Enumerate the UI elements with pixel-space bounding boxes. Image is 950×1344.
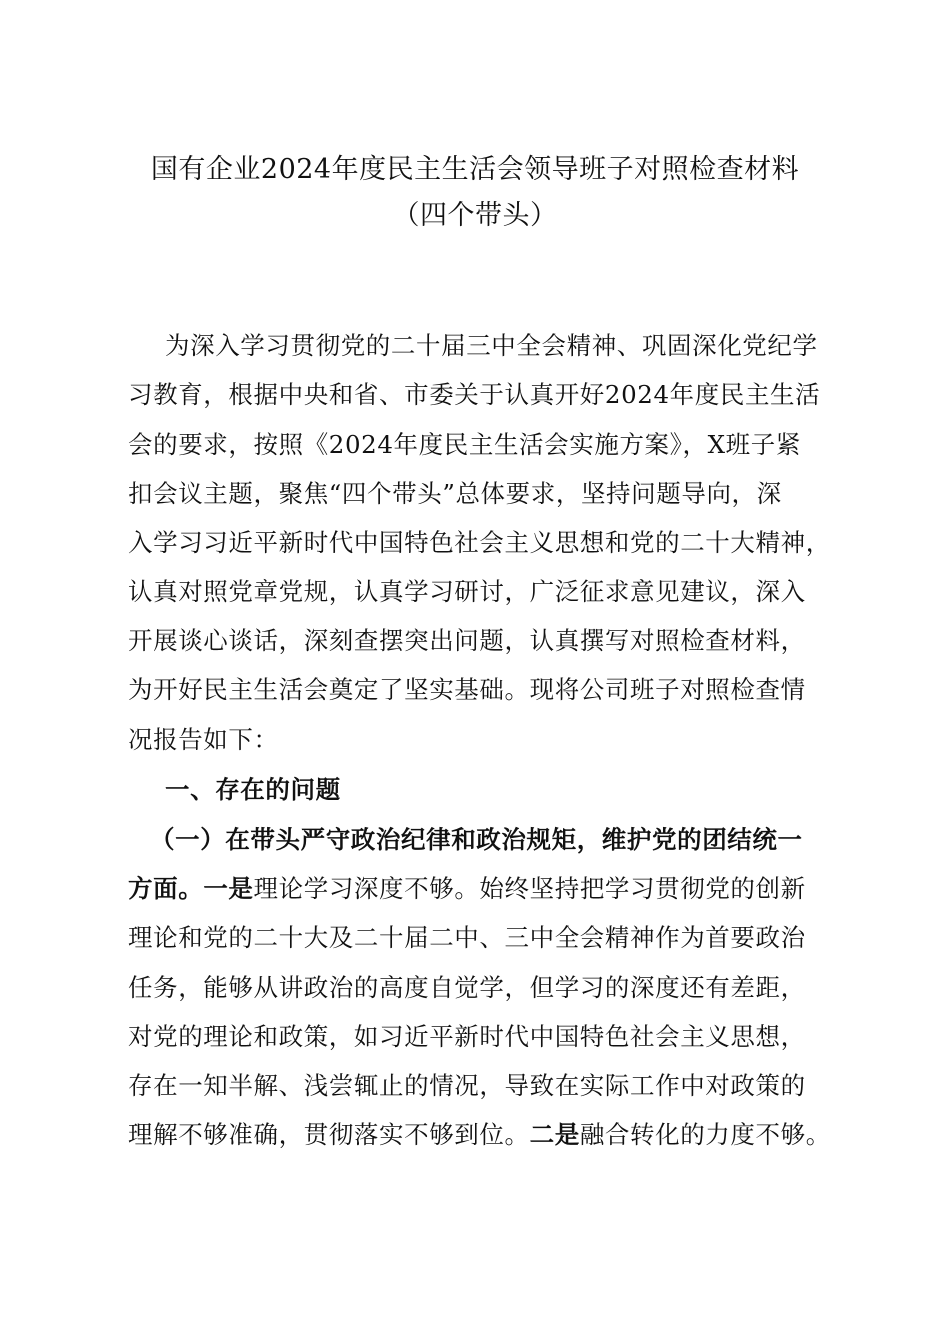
intro-line-9: 况报告如下： — [128, 725, 279, 754]
point-1-text: 理论学习深度不够。始终坚持把学习贯彻党的创新 — [253, 874, 806, 903]
intro-line-2: 习教育，根据中央和省、市委关于认真开好2024年度民主生活 — [128, 380, 821, 409]
intro-line-4: 扣会议主题，聚焦“四个带头”总体要求，坚持问题导向，深 — [128, 479, 782, 508]
intro-line-1: 为深入学习贯彻党的二十届三中全会精神、巩固深化党纪学 — [165, 331, 818, 360]
intro-line-8: 为开好民主生活会奠定了坚实基础。现将公司班子对照检查情 — [128, 675, 806, 704]
intro-line-5: 入学习习近平新时代中国特色社会主义思想和党的二十大精神， — [128, 528, 831, 557]
point-1-text-end: 理解不够准确，贯彻落实不够到位。 — [128, 1120, 530, 1149]
document-subtitle: （四个带头） — [392, 200, 558, 231]
intro-line-7: 开展谈心谈话，深刻查摆突出问题，认真撰写对照检查材料， — [128, 626, 806, 655]
subsection-heading-end: 方面。 — [128, 874, 204, 903]
point-1-label: 一是 — [203, 874, 254, 903]
section-heading: 一、存在的问题 — [165, 775, 341, 804]
body-line-4: 存在一知半解、浅尝辄止的情况，导致在实际工作中对政策的 — [128, 1071, 806, 1100]
body-line-2: 任务，能够从讲政治的高度自觉学，但学习的深度还有差距， — [128, 973, 806, 1002]
point-2-text: 融合转化的力度不够。 — [579, 1120, 831, 1149]
document-title: 国有企业2024年度民主生活会领导班子对照检查材料 — [150, 154, 800, 185]
body-line-3: 对党的理论和政策，如习近平新时代中国特色社会主义思想， — [128, 1022, 806, 1051]
subsection-heading-line-1: （一）在带头严守政治纪律和政治规矩，维护党的团结统一 — [150, 825, 803, 854]
intro-line-3: 会的要求，按照《2024年度民主生活会实施方案》，X班子紧 — [128, 430, 801, 459]
point-2-label: 二是 — [529, 1120, 580, 1149]
subsection-line-2 — [128, 869, 850, 909]
body-line-1: 理论和党的二十大及二十届二中、三中全会精神作为首要政治 — [128, 923, 806, 952]
body-line-5 — [128, 1115, 850, 1155]
intro-line-6: 认真对照党章党规，认真学习研讨，广泛征求意见建议，深入 — [128, 577, 806, 606]
